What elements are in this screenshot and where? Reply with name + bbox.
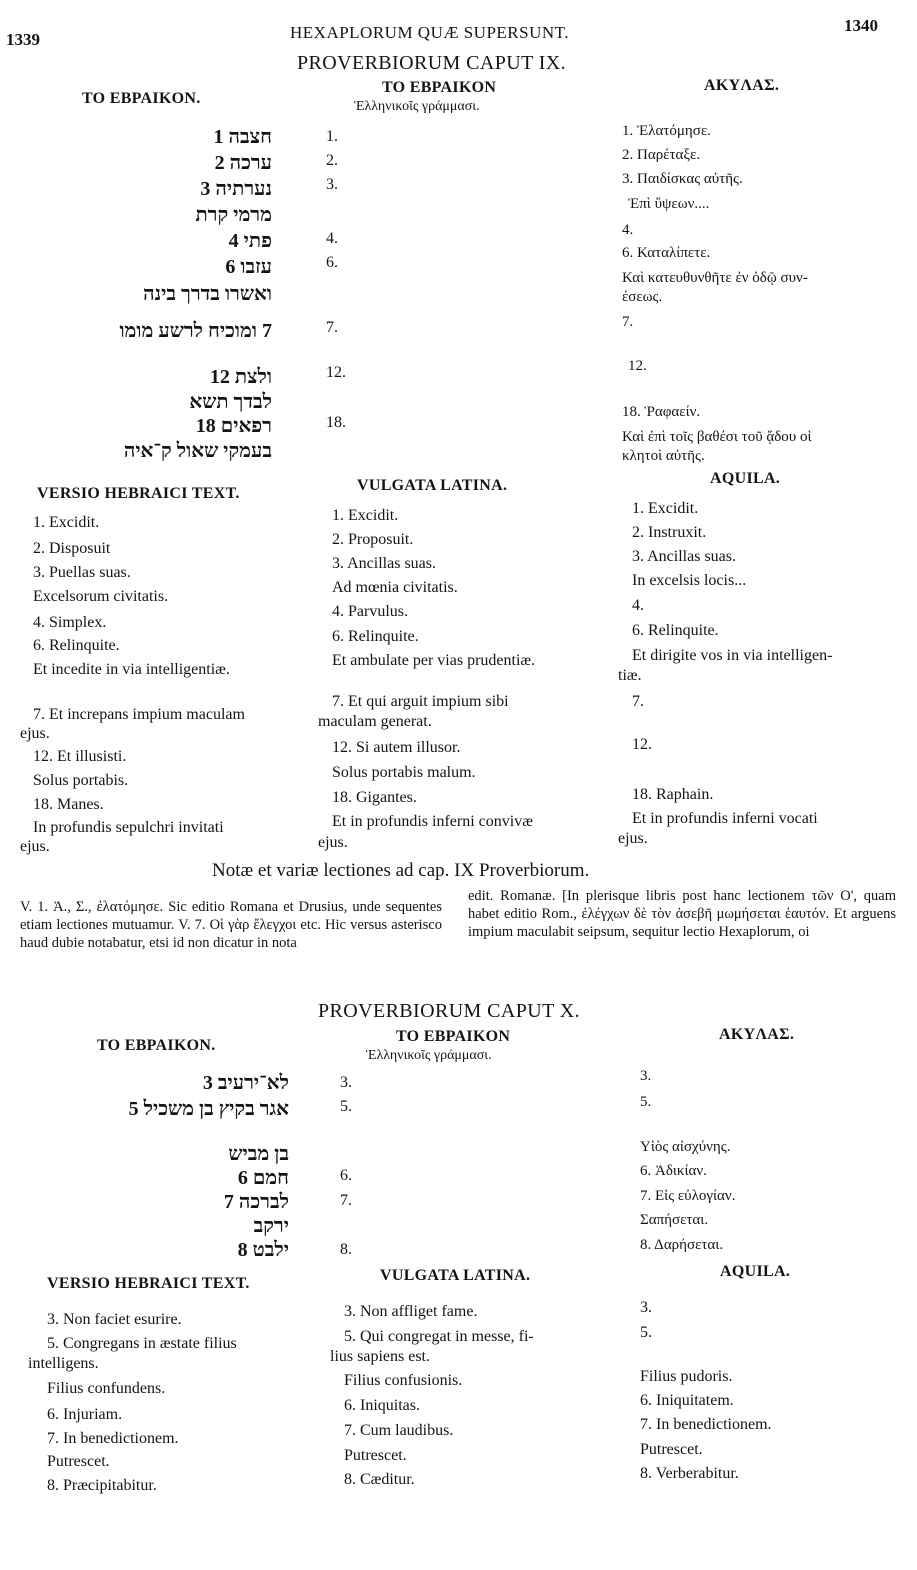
ch9-versio-line: 1. Excidit. [33,514,100,531]
ch9-translit-line: 2. [326,152,338,169]
ch9-aquila-greek-line: κλητοὶ αὐτῆς. [622,448,705,464]
ch10-translit-line: 7. [340,1192,352,1209]
ch9-aquila-latin-head: AQUILA. [710,470,781,487]
ch9-hebrew-line: נערתיה 3 [200,178,272,200]
ch9-aquila-latin-line: 1. Excidit. [632,500,699,517]
ch10-aquila-greek-line: 3. [640,1068,652,1084]
ch9-hebrew-line: ואשרו בדרך בינה [143,283,272,305]
ch9-versio-line: 4. Simplex. [33,614,107,631]
ch10-vulgata-line: 7. Cum laudibus. [344,1422,454,1439]
ch9-hebrew-line: 7 ומוכיח לרשע מומו [119,320,272,342]
ch10-aquila-latin-line: 5. [640,1324,652,1341]
ch9-vulgata-line: 12. Si autem illusor. [332,739,461,756]
ch9-vulgata-line: Et ambulate per vias prudentiæ. [332,652,536,669]
ch9-hebrew-line: בעמקי שאול ק־איה [123,440,272,462]
ch9-versio-line: In profundis sepulchri invitati [33,819,224,836]
ch10-aquila-latin-line: 7. In benedictionem. [640,1416,772,1433]
ch10-versio-line: 8. Præcipitabitur. [47,1477,157,1494]
ch10-aquila-latin-line: Filius pudoris. [640,1368,733,1385]
ch10-hebrew-line: ירקב [253,1215,289,1237]
ch10-col-translit-sub: Ἑλληνικοῖς γράμμασι. [366,1048,492,1063]
ch9-aquila-latin-line: 4. [632,597,644,614]
ch9-versio-line: ejus. [20,725,50,742]
ch10-versio-line: Filius confundens. [47,1380,166,1397]
ch9-aquila-latin-line: In excelsis locis... [632,572,747,589]
ch9-hebrew-line: רפאים 18 [195,415,272,437]
ch9-vulgata-line: Et in profundis inferni convivæ [332,813,533,830]
ch10-translit-line: 8. [340,1241,352,1258]
ch9-vulgata-line: 18. Gigantes. [332,789,417,806]
ch9-vulgata-line: maculam generat. [318,713,432,730]
ch9-hebrew-line: פתי 4 [228,230,272,252]
ch10-versio-line: intelligens. [28,1355,99,1372]
ch10-vulgata-head: VULGATA LATINA. [380,1267,531,1284]
notes-right-column: edit. Romanæ. [In plerisque libris post hanc lectionem τῶν Ο', quam habet editio Rom., ἐλέγχων δὲ τὸν ἀσεβῆ μωμήσεται ἑαυτόν. Et arguens impium maculabit seipsum, sequitur lectio Hexaplorum, oi [468,888,896,940]
ch9-translit-line: 12. [326,364,346,381]
ch10-aquila-greek-line: 5. [640,1094,652,1110]
ch9-aquila-greek-line: 4. [622,222,634,238]
ch9-translit-line: 6. [326,254,338,271]
ch9-col-hebrew-head: TO EBPAIKON. [82,90,201,107]
ch9-hebrew-line: מרמי קרת [195,204,272,226]
ch9-aquila-latin-line: 2. Instruxit. [632,524,707,541]
ch9-versio-line: 6. Relinquite. [33,637,120,654]
ch10-aquila-greek-line: Υἱὸς αἰσχύνης. [640,1139,731,1155]
ch10-aquila-latin-line: 6. Iniquitatem. [640,1392,734,1409]
ch9-aquila-latin-line: 12. [632,736,652,753]
ch10-vulgata-line: 3. Non affliget fame. [344,1303,478,1320]
ch10-aquila-latin-line: 8. Verberabitur. [640,1465,739,1482]
notes-left-column: V. 1. Ἀ., Σ., ἐλατόμησε. Sic editio Romana et Drusius, unde sequentes etiam lectiones mutuamur. V. 7. Οἱ γὰρ ἔλεγχοι etc. Hic versus asterisco haud dubie notabatur, etsi id non dicatur in nota [20,899,442,951]
ch9-vulgata-line: Ad mœnia civitatis. [332,579,458,596]
ch9-translit-line: 3. [326,176,338,193]
ch9-aquila-latin-line: 18. Raphain. [632,786,714,803]
ch10-aquila-latin-line: 3. [640,1299,652,1316]
ch9-aquila-greek-line: 18. Ῥαφαείν. [622,404,701,420]
ch10-vulgata-line: 5. Qui congregat in messe, fi- [344,1328,534,1345]
ch9-aquila-greek-line: 3. Παιδίσκας αὐτῆς. [622,171,743,187]
ch10-versio-line: 3. Non faciet esurire. [47,1311,182,1328]
ch9-aquila-latin-line: tiæ. [618,667,642,684]
ch9-aquila-latin-line: Et dirigite vos in via intelligen- [632,647,833,664]
ch10-aquila-greek-line: 6. Ἀδικίαν. [640,1163,707,1179]
page-number-right: 1340 [844,16,878,35]
ch10-translit-line: 6. [340,1167,352,1184]
ch9-versio-line: Excelsorum civitatis. [33,588,169,605]
ch9-versio-line: 3. Puellas suas. [33,564,131,581]
ch9-hebrew-line: עזבו 6 [225,256,272,278]
ch9-translit-line: 18. [326,414,346,431]
ch10-hebrew-line: לברכה 7 [223,1191,289,1213]
ch9-aquila-greek-line: Καὶ κατευθυνθῆτε ἐν ὁδῷ συν- [622,270,808,286]
ch9-vulgata-head: VULGATA LATINA. [357,477,508,494]
ch10-aquila-latin-head: AQUILA. [720,1263,791,1280]
ch9-aquila-greek-line: Ἐπὶ ὕψεων.... [628,196,710,212]
running-title: HEXAPLORUM QUÆ SUPERSUNT. [290,23,570,42]
ch10-col-hebrew-head: TO EBPAIKON. [97,1037,216,1054]
ch9-versio-line: ejus. [20,838,50,855]
ch9-aquila-greek-line: Καὶ ἐπὶ τοῖς βαθέσι τοῦ ᾅδου οἱ [622,429,812,445]
ch10-aquila-greek-line: 7. Εἰς εὐλογίαν. [640,1188,736,1204]
ch10-aquila-latin-line: Putrescet. [640,1441,703,1458]
ch10-hebrew-line: לא־ירעיב 3 [202,1072,289,1094]
ch9-vulgata-line: 6. Relinquite. [332,628,419,645]
chapter-9-title: PROVERBIORUM CAPUT IX. [297,52,567,74]
ch9-vulgata-line: 7. Et qui arguit impium sibi [332,693,509,710]
ch9-vulgata-line: Solus portabis malum. [332,764,476,781]
ch10-hebrew-line: ילבט 8 [237,1239,289,1261]
ch9-versio-line: Solus portabis. [33,772,129,789]
ch10-translit-line: 5. [340,1098,352,1115]
ch9-aquila-latin-line: 6. Relinquite. [632,622,719,639]
ch10-vulgata-line: Filius confusionis. [344,1372,463,1389]
ch9-col-translit-sub: Ἑλληνικοῖς γράμμασι. [354,99,480,114]
page-number-left: 1339 [6,30,40,49]
ch10-hebrew-line: אגר בקיץ בן משכיל 5 [128,1098,289,1120]
ch9-versio-line: 18. Manes. [33,796,104,813]
ch9-aquila-greek-line: 6. Καταλίπετε. [622,245,711,261]
ch10-versio-line: 6. Injuriam. [47,1406,123,1423]
ch9-versio-line: Et incedite in via intelligentiæ. [33,661,230,678]
ch9-hebrew-line: ערכה 2 [214,152,272,174]
ch9-vulgata-line: 4. Parvulus. [332,603,408,620]
ch9-aquila-greek-line: 12. [628,358,647,374]
ch9-hebrew-line: ולצת 12 [209,366,272,388]
ch9-vulgata-line: 1. Excidit. [332,507,399,524]
ch10-aquila-greek-line: 8. Δαρήσεται. [640,1237,724,1253]
ch10-translit-line: 3. [340,1074,352,1091]
ch9-aquila-greek-line: 7. [622,314,634,330]
notes-title: Notæ et variæ lectiones ad cap. IX Proverbiorum. [212,860,590,881]
ch9-aquila-latin-line: ejus. [618,830,648,847]
ch9-aquila-greek-line: 1. Ἐλατόμησε. [622,123,711,139]
ch10-aquila-greek-line: Σαπήσεται. [640,1212,709,1228]
ch9-versio-line: 12. Et illusisti. [33,748,127,765]
ch9-hebrew-line: חצבה 1 [213,126,272,148]
ch9-vulgata-line: ejus. [318,834,348,851]
ch9-hebrew-line: לבדך תשא [189,391,272,413]
ch9-aquila-greek-line: έσεως. [622,289,663,305]
ch10-col-aquila-head: AKYΛAΣ. [719,1026,795,1043]
ch9-translit-line: 1. [326,128,338,145]
ch9-col-translit-head: TO EBPAIKON [382,79,497,96]
ch9-translit-line: 4. [326,230,338,247]
ch10-versio-line: 7. In benedictionem. [47,1430,179,1447]
ch9-versio-line: 2. Disposuit [33,540,111,557]
ch10-hebrew-line: חמם 6 [237,1167,289,1189]
ch9-aquila-latin-line: Et in profundis inferni vocati [632,810,818,827]
ch10-col-translit-head: TO EBPAIKON [396,1028,511,1045]
ch9-aquila-latin-line: 3. Ancillas suas. [632,548,736,565]
ch9-translit-line: 7. [326,319,338,336]
ch9-aquila-latin-line: 7. [632,693,644,710]
ch9-col-aquila-head: AKYΛAΣ. [704,77,780,94]
ch10-versio-line: 5. Congregans in æstate filius [47,1335,237,1352]
ch9-vulgata-line: 2. Proposuit. [332,531,414,548]
ch9-versio-head: VERSIO HEBRAICI TEXT. [37,485,240,502]
ch9-versio-line: 7. Et increpans impium maculam [33,706,245,723]
ch9-vulgata-line: 3. Ancillas suas. [332,555,436,572]
ch10-vulgata-line: Putrescet. [344,1447,407,1464]
chapter-10-title: PROVERBIORUM CAPUT X. [318,1000,580,1022]
ch10-vulgata-line: 6. Iniquitas. [344,1397,420,1414]
ch10-vulgata-line: lius sapiens est. [330,1348,430,1365]
ch10-hebrew-line: בן מביש [228,1143,289,1165]
ch10-versio-head: VERSIO HEBRAICI TEXT. [47,1275,250,1292]
ch10-versio-line: Putrescet. [47,1453,110,1470]
ch10-vulgata-line: 8. Cæditur. [344,1471,415,1488]
ch9-aquila-greek-line: 2. Παρέταξε. [622,147,701,163]
